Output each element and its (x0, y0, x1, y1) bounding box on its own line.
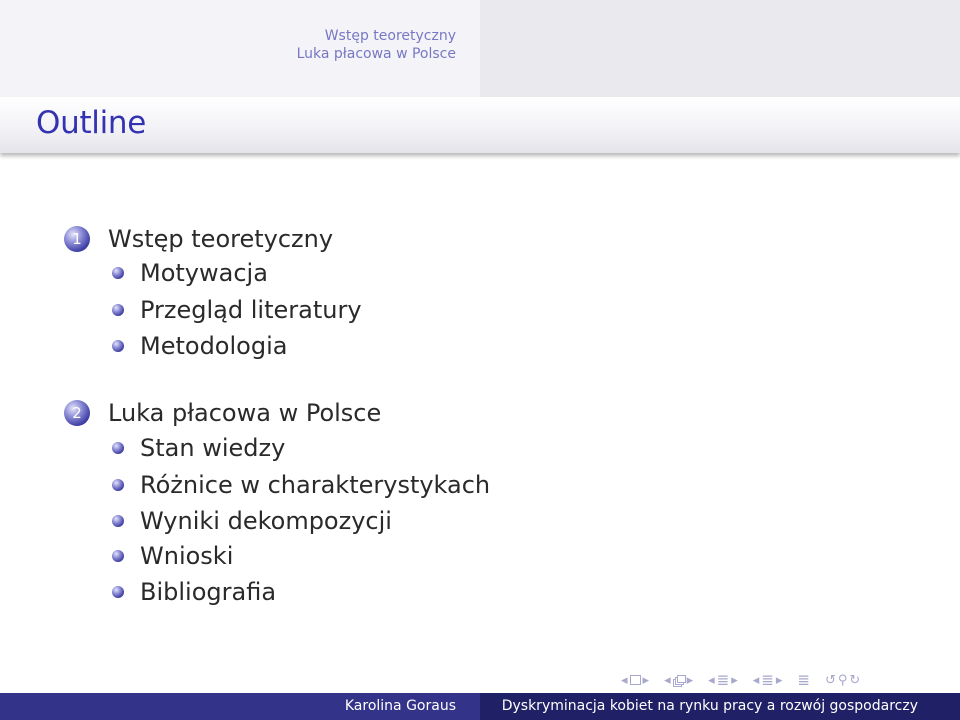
subsection-item-roznice[interactable] (112, 469, 490, 501)
navigation-symbols-icon (620, 670, 861, 690)
headline-right (480, 0, 960, 97)
section-icon: ≣ (761, 670, 774, 689)
subsection-item-motywacja[interactable] (112, 257, 268, 289)
section-title: Luka płacowa w Polsce (108, 399, 382, 427)
forward-icon: ↻ (849, 672, 861, 688)
subsection-title: Bibliografia (140, 578, 277, 606)
subsection-bullet-icon (112, 479, 124, 491)
search-icon: ⚲ (837, 672, 848, 688)
subsection-title: Metodologia (140, 332, 288, 360)
section-number: 2 (72, 404, 82, 422)
frame-title-bar (0, 97, 960, 153)
arrow-left-icon: ◂ (664, 672, 671, 688)
subsection-bullet-icon (112, 550, 124, 562)
header-link-luka[interactable]: Luka płacowa w Polsce (296, 46, 456, 62)
arrow-right-icon: ▸ (642, 672, 650, 688)
section-item-1[interactable] (64, 222, 333, 256)
footer-author: Karolina Goraus (344, 698, 456, 714)
nav-subsection[interactable] (707, 670, 739, 689)
arrow-right-icon: ▸ (686, 672, 694, 688)
footer-title: Dyskryminacja kobiet na rynku pracy a rozwój gospodarczy (501, 698, 918, 714)
headline (0, 0, 960, 97)
subsection-bullet-icon (112, 267, 124, 279)
arrow-right-icon: ▸ (731, 672, 738, 688)
section-number-ball-icon (64, 400, 90, 426)
arrow-left-icon: ◂ (752, 672, 760, 688)
nav-slide[interactable] (620, 673, 650, 688)
subsection-title: Różnice w charakterystykach (140, 471, 491, 499)
subsection-bullet-icon (112, 340, 124, 352)
section-number-ball-icon (64, 226, 90, 252)
subsection-item-stan-wiedzy[interactable] (112, 432, 285, 464)
arrow-left-icon: ◂ (708, 672, 715, 688)
subsection-item-wnioski[interactable] (112, 540, 233, 572)
arrow-right-icon: ▸ (775, 672, 783, 688)
frame-icon (673, 675, 685, 686)
nav-document[interactable] (796, 670, 811, 689)
headline-left (0, 0, 480, 97)
subsection-bullet-icon (112, 515, 124, 527)
section-title: Wstęp teoretyczny (108, 225, 334, 253)
nav-frame[interactable] (663, 673, 694, 688)
nav-search[interactable] (824, 673, 861, 688)
subsection-item-przeglad[interactable] (112, 294, 362, 326)
subsection-icon: ≣ (716, 670, 730, 689)
subsection-title: Wnioski (140, 542, 234, 570)
subsection-bullet-icon (112, 304, 124, 316)
subsection-item-wyniki[interactable] (112, 505, 392, 537)
section-number: 1 (72, 230, 82, 248)
nav-section[interactable] (752, 670, 784, 689)
header-link-wstep[interactable]: Wstęp teoretyczny (324, 28, 456, 44)
page-title: Outline (36, 105, 147, 141)
subsection-title: Motywacja (140, 259, 268, 287)
subsection-title: Przegląd literatury (140, 296, 362, 324)
arrow-left-icon: ◂ (621, 672, 628, 688)
subsection-bullet-icon (112, 586, 124, 598)
section-item-2[interactable] (64, 396, 381, 430)
slide-icon (630, 675, 641, 685)
subsection-item-metodologia[interactable] (112, 330, 287, 362)
back-icon: ↺ (824, 672, 836, 688)
footline-right (480, 693, 960, 720)
subsection-item-bibliografia[interactable] (112, 576, 276, 608)
footline-left (0, 693, 480, 720)
footline (0, 693, 960, 720)
subsection-title: Stan wiedzy (140, 434, 286, 462)
subsection-bullet-icon (112, 442, 124, 454)
subsection-title: Wyniki dekompozycji (140, 507, 392, 535)
document-icon: ≣ (797, 670, 810, 689)
